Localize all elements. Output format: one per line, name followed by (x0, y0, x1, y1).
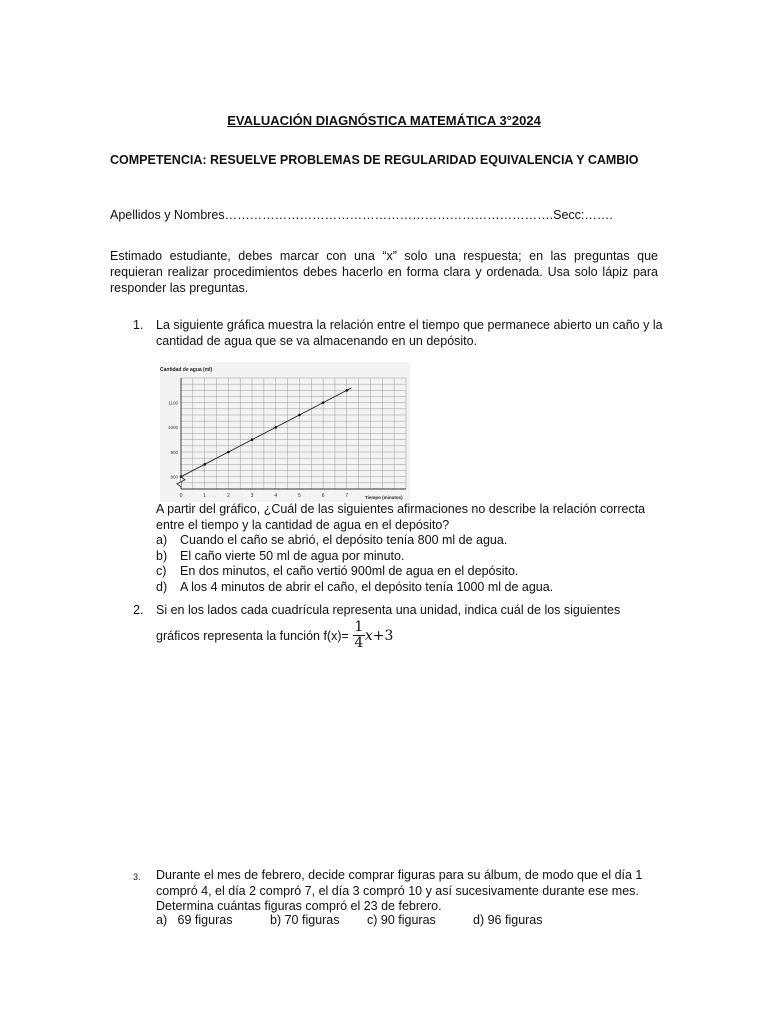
q2-text: Si en los lados cada cuadrícula representa una unidad, indica cuál de los siguientes (156, 603, 621, 617)
y-tick-label: 800 (170, 474, 178, 480)
q2-fraction (353, 620, 365, 651)
q1-text: La siguiente gráfica muestra la relación entre el tiempo que permanece abierto un caño y la cantidad de agua que se va almacenando en un depósito. (156, 318, 663, 348)
fraction-denominator: 4 (354, 635, 364, 651)
fraction-numerator: 1 (354, 619, 364, 635)
chart-xlabel: Tiempo (minutos) (365, 495, 403, 500)
data-point (298, 414, 301, 417)
q1-options (156, 533, 666, 595)
data-point (322, 401, 325, 404)
page-title: EVALUACIÓN DIAGNÓSTICA MATEMÁTICA 3°2024 (227, 113, 541, 128)
expr-variable: x (364, 627, 373, 644)
q2-function-prefix: gráficos representa la función f(x)= (156, 628, 349, 643)
data-point (274, 426, 277, 429)
q3-text: Durante el mes de febrero, decide comprar figuras para su álbum, de modo que el día 1 compró 4, el día 2 compró 7, el día 3 compró 10 y así sucesivamente durante ese mes. Determina cuántas figuras compró el 23 de febrero. (156, 868, 643, 913)
q3-option-d[interactable]: d) 96 figuras (473, 913, 543, 927)
q3-option-b[interactable]: b) 70 figuras (270, 913, 340, 927)
y-tick-label: 900 (170, 449, 178, 455)
data-point (227, 451, 230, 454)
x-tick-label: 1 (203, 493, 207, 499)
name-field-line[interactable]: Apellidos y Nombres…………………………………………………………………….Secc:……. (110, 208, 613, 222)
expr-constant: +3 (372, 627, 394, 644)
chart-ylabel: Cantidad de agua (ml) (160, 367, 213, 373)
q3-option-a[interactable]: a) 69 figuras (156, 913, 233, 927)
q3-number: 3. (133, 872, 141, 882)
x-tick-label: 3 (250, 493, 254, 499)
q1-option-b[interactable]: b) El caño vierte 50 ml de agua por minuto. (156, 548, 405, 563)
q3-option-c[interactable]: c) 90 figuras (367, 913, 436, 927)
x-tick-label: 4 (274, 493, 278, 499)
q1-chart (160, 362, 410, 502)
q1-option-a[interactable]: a) Cuando el caño se abrió, el depósito tenía 800 ml de agua. (156, 533, 508, 547)
x-tick-label: 7 (345, 493, 349, 499)
competencia-heading: COMPETENCIA: RESUELVE PROBLEMAS DE REGULARIDAD EQUIVALENCIA Y CAMBIO (110, 153, 639, 167)
x-tick-label: 5 (298, 493, 301, 499)
y-tick-label: 1000 (167, 425, 178, 431)
q1-question (156, 502, 666, 595)
x-tick-label: 6 (321, 493, 325, 499)
q2-expression (365, 628, 394, 644)
x-tick-label: 0 (179, 493, 183, 499)
data-point (203, 463, 206, 466)
q2-number: 2. (133, 603, 144, 617)
data-point (180, 475, 183, 478)
q3-options (156, 913, 543, 927)
q1-number: 1. (133, 318, 144, 332)
x-tick-label: 2 (226, 493, 230, 499)
q2-function-line (156, 620, 393, 651)
instructions: Estimado estudiante, debes marcar con una “x” solo una respuesta; en las preguntas que requieran realizar procedimientos debes hacerlo en forma clara y ordenada. Usa solo lápiz para responder las preguntas. (110, 249, 658, 295)
q1-option-d[interactable]: d) A los 4 minutos de abrir el caño, el depósito tenía 1000 ml de agua. (156, 579, 554, 594)
data-point (251, 438, 254, 441)
q1-option-c[interactable]: c) En dos minutos, el caño vertió 900ml de agua en el depósito. (156, 564, 519, 578)
chart-background (160, 362, 410, 502)
q1-question-text: A partir del gráfico, ¿Cuál de las siguientes afirmaciones no describe la relación correcta entre el tiempo y la cantidad de agua en el depósito? (156, 502, 646, 532)
data-point (345, 389, 348, 392)
y-tick-label: 1100 (168, 400, 178, 406)
